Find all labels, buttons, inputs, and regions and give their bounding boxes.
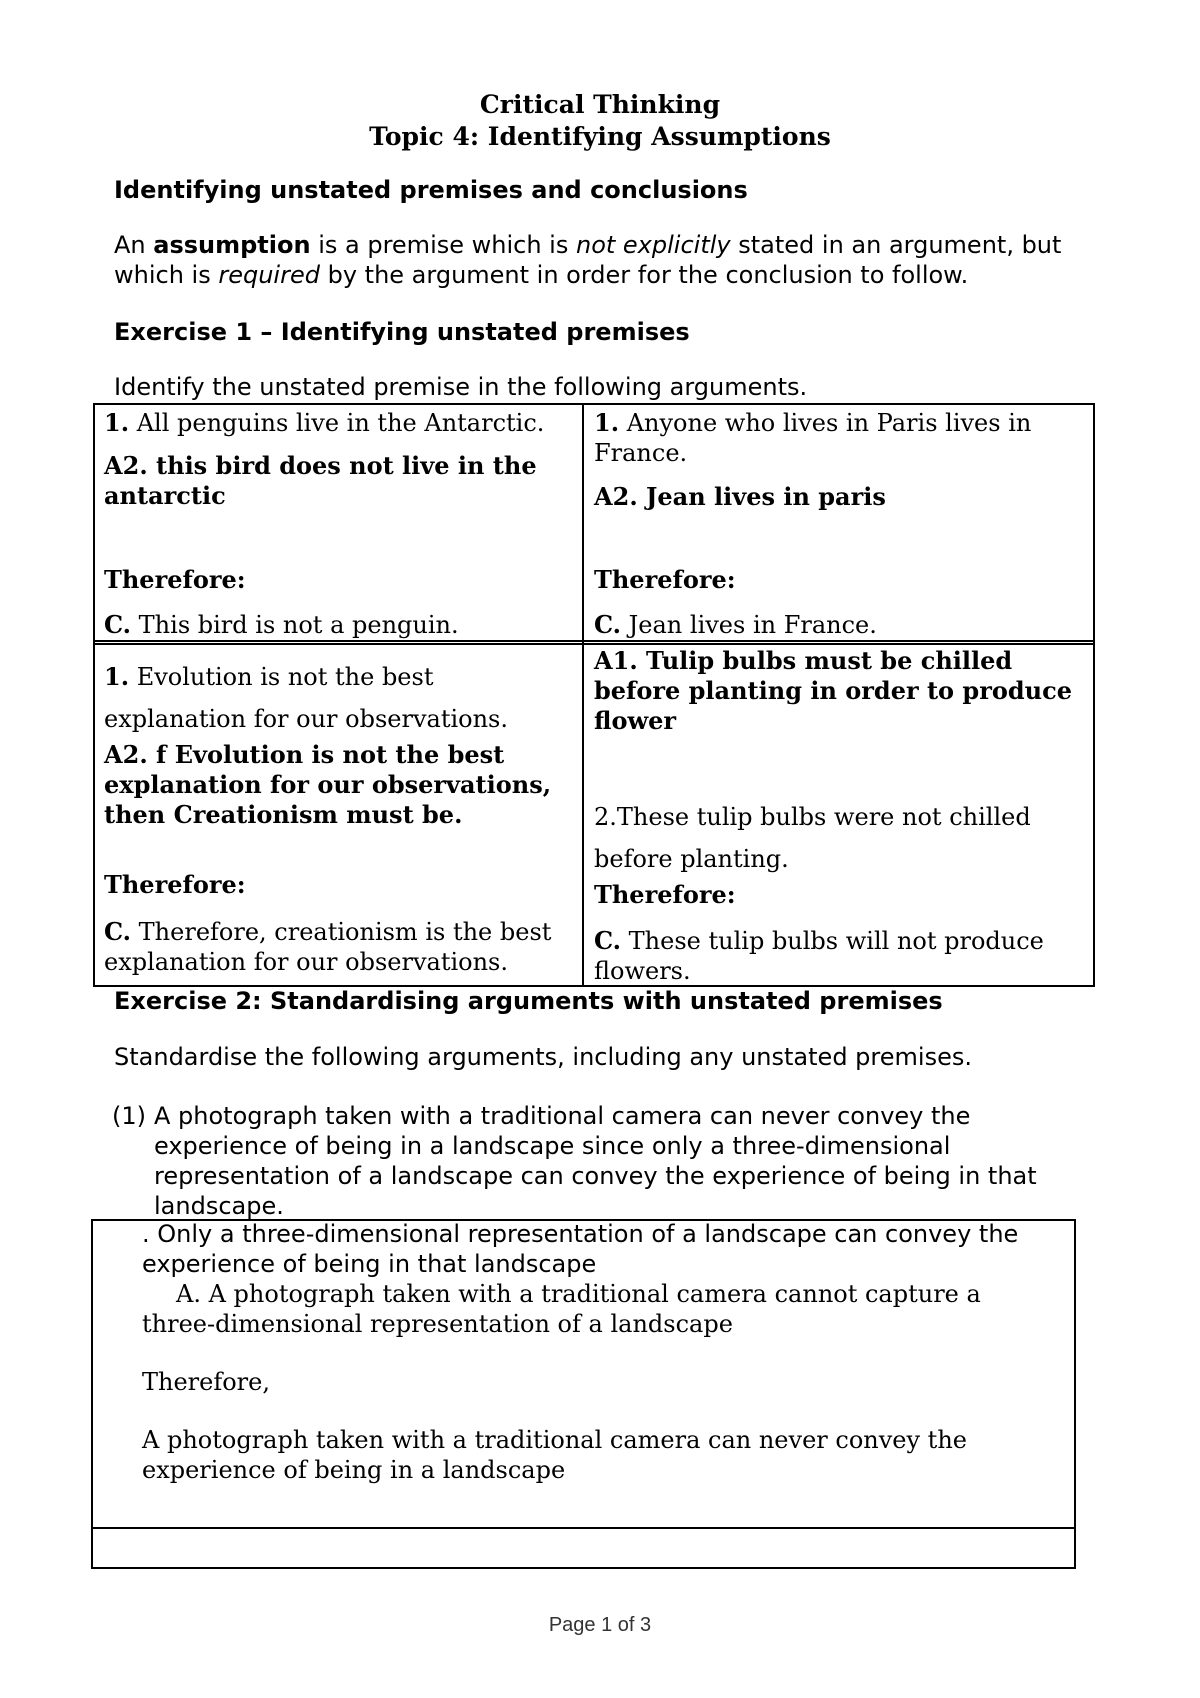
cell-paris-premise: 1. Anyone who lives in Paris lives in France. bbox=[594, 408, 1032, 467]
answer-conclusion: A photograph taken with a traditional camera can never convey the experience of being in a landscape bbox=[142, 1426, 967, 1484]
exercise-1-instruction: Identify the unstated premise in the following arguments. bbox=[114, 373, 808, 401]
section-heading: Identifying unstated premises and conclusions bbox=[114, 176, 748, 204]
cell-paris-conclusion: C. Jean lives in France. bbox=[594, 610, 877, 639]
exercise-2-item-text: A photograph taken with a traditional camera can never convey the experience of being in a landscape since only a three-dimensional representation of a landscape can convey the experience of being in that landscape. bbox=[154, 1102, 1037, 1220]
exercise-2-item-number: (1) bbox=[112, 1102, 146, 1130]
cell-tulip-assumption: A1. Tulip bulbs must be chilled before planting in order to produce flower bbox=[594, 646, 1072, 735]
cell-tulip-conclusion: C. These tulip bulbs will not produce flowers. bbox=[594, 926, 1044, 985]
cell-penguin-conclusion: C. This bird is not a penguin. bbox=[104, 610, 459, 639]
cell-paris-therefore: Therefore: bbox=[594, 565, 736, 594]
cell-evolution-assumption: A2. f Evolution is not the best explanation for our observations, then Creationism must be. bbox=[104, 740, 552, 829]
page-number: Page 1 of 3 bbox=[548, 1614, 652, 1636]
exercise-2-instruction: Standardise the following arguments, including any unstated premises. bbox=[114, 1043, 972, 1071]
cell-tulip-premise: 2.These tulip bulbs were not chilled before planting. bbox=[594, 803, 1031, 873]
answer-premise: . Only a three-dimensional representation of a landscape can convey the experience of being in that landscape bbox=[142, 1220, 1019, 1278]
cell-evolution-conclusion: C. Therefore, creationism is the best explanation for our observations. bbox=[104, 917, 552, 976]
document-title: Critical Thinking bbox=[479, 90, 721, 119]
cell-penguin-therefore: Therefore: bbox=[104, 565, 246, 594]
table-divider bbox=[93, 643, 1095, 645]
answer-box-divider bbox=[91, 1527, 1076, 1529]
cell-tulip-therefore: Therefore: bbox=[594, 880, 736, 909]
cell-paris-assumption: A2. Jean lives in paris bbox=[594, 482, 886, 511]
answer-assumption: A. A photograph taken with a traditional camera cannot capture a three-dimensional representation of a landscape bbox=[142, 1280, 981, 1338]
definition-paragraph: An assumption is a premise which is not explicitly stated in an argument, but which is required by the argument in order for the conclusion to follow. bbox=[114, 231, 1062, 289]
answer-therefore: Therefore, bbox=[142, 1368, 270, 1396]
exercise-1-heading: Exercise 1 – Identifying unstated premises bbox=[114, 318, 690, 346]
table-divider bbox=[582, 403, 584, 987]
exercise-2-heading: Exercise 2: Standardising arguments with unstated premises bbox=[114, 987, 943, 1015]
document-subtitle: Topic 4: Identifying Assumptions bbox=[369, 122, 831, 151]
table-divider bbox=[93, 640, 1095, 642]
cell-penguin-assumption: A2. this bird does not live in the antarctic bbox=[104, 451, 537, 510]
cell-penguin-premise: 1. All penguins live in the Antarctic. bbox=[104, 408, 545, 437]
cell-evolution-therefore: Therefore: bbox=[104, 870, 246, 899]
cell-evolution-premise: 1. Evolution is not the best explanation for our observations. bbox=[104, 662, 508, 733]
